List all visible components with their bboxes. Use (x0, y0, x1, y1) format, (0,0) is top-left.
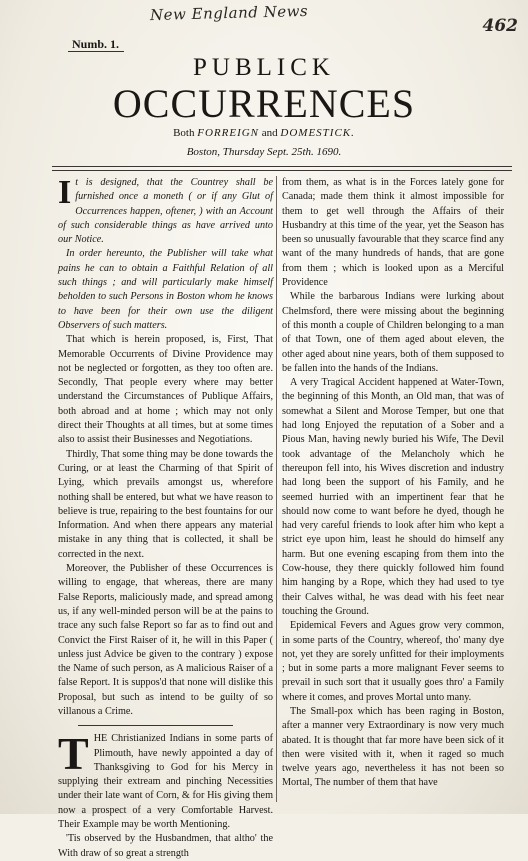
paragraph-order: In order hereunto, the Publisher will take what pains he can to obtain a Faithful Relation of all such things ; and will particularly make himself beholden to such Persons in Boston whom he knows to have been for their own use the diligent Observers of such matters. (58, 248, 273, 331)
dropcap-i: I (58, 174, 72, 211)
issue-number-underline (68, 51, 124, 52)
paragraph-fevers: Epidemical Fevers and Agues grow very common, in some parts of the Country, whereof, tho' many dye not, yet they are sorely unfitted for their imployments ; but in some parts a more malignant Fever seems to prevail in such sort that it usually goes thro' a Family where it comes, and proves Mortal unto many. (282, 620, 504, 703)
handwritten-page-number: 462 (482, 16, 518, 36)
top-rule-2 (52, 170, 512, 171)
dropcap-t: T (58, 728, 89, 780)
masthead-publick: PUBLICK (193, 54, 335, 81)
paragraph-moreover: Moreover, the Publisher of these Occurrences is willing to engage, that whereas, there are many False Reports, maliciously made, and spread among us, if any well-minded person will be at the pains to trace any such false Report so far as to find out and Convict the First Raiser of it, he will in this Paper ( unless just Advice be given to the contrary ) expose the Name of such person, as A malicious Raiser of a false Report. It is suppos'd that none will dislike this Proposal, but such as intend to be guilty of so villanous a Crime. (58, 563, 273, 717)
subline-foreign: FORREIGN (197, 127, 260, 139)
paragraph-design: t is designed, that the Countrey shall be furnished once a moneth ( or if any Glut of Occurrences happen, oftener, ) with an Account of such considerable things as have arrived unto our Notice. (58, 177, 273, 246)
dateline-text: Boston, Thursday Sept. 25th. 1690. (186, 146, 342, 158)
paragraph-thirdly: Thirdly, That some thing may be done towards the Curing, or at least the Charming of that Spirit of Lying, which prevails amongst us, wherefore nothing shall be entered, but what we have reason to believe is true, repairing to the best fountains for our Information. And when there appears any material mistake in any thing that is collected, it shall be corrected in the next. (58, 448, 273, 560)
masthead-occurrences: OCCURRENCES (112, 81, 416, 126)
paragraph-forces: from them, as what is in the Forces lately gone for Canada; made them think it almost impossible for them to get well through the Affairs of their Husbandry at this time of the year, yet the Season has been so unusually favourable that they scarce find any want of the many hundreds of hands, that are gone from them ; which is looked upon as a Merciful Providence (282, 177, 504, 289)
subline-both: Both (173, 127, 195, 139)
masthead-subline (0, 127, 528, 139)
section-separator (78, 725, 233, 726)
top-rule (52, 166, 512, 167)
left-column (58, 176, 273, 861)
intro-paragraph (58, 176, 273, 247)
issue-number: Numb. 1. (72, 37, 120, 51)
subline-and: and (261, 127, 278, 139)
thanksgiving-paragraph (58, 728, 273, 832)
paragraph-smallpox: The Small-pox which has been raging in Boston, after a manner very Extraordinary is now very much abated. It is thought that far more have been sick of it then were visited with it, when it raged so much twelve years ago, nevertheless it has not been so Mortal, The number of them that have (282, 705, 504, 789)
handwritten-title: New England News (149, 1, 309, 25)
paragraph-husbandmen: 'Tis observed by the Husbandmen, that altho' the With draw of so great a strength (58, 833, 273, 859)
paragraph-chelmsford: While the barbarous Indians were lurking about Chelmsford, there were missing about the beginning of this month a couple of Children belonging to a man of that Town, one of them aged about eleven, the other aged about nine years, both of them supposed to be fallen into the hands of the Indians. (282, 291, 504, 374)
dateline (0, 146, 528, 158)
paragraph-tragical-accident: A very Tragical Accident happened at Water-Town, the beginning of this Month, an Old man, that was of somewhat a Silent and Morose Temper, but one that had long Enjoyed the reputation of a Sober and a Pious Man, having newly buried his Wife, The Devil took advantage of the Melancholy which he thereupon fell into, his Wives discretion and industry had long been the support of his Family, and he seemed hurried with an impertinent fear that he should now come to want before he dyed, though he had very careful friends to look after him who kept a strict eye upon him, least he should do himself any harm. But one evening escaping from them into the Cow-house, they there quickly followed him found him hanging by a Rope, which they had used to tye their Calves withal, he was dead with his feet near touching the Ground. (282, 377, 504, 617)
paragraph-thanksgiving: HE Christianized Indians in some parts of Plimouth, have newly appointed a day of Thanksgiving to God for his Mercy in supplying their extream and pinching Necessities under their late want of Corn, & for His giving them now a prospect of a very Comfortable Harvest. Their Example may be worth Mentioning. (58, 733, 273, 831)
paragraph-purpose: That which is herein proposed, is, First, That Memorable Occurrents of Divine Providence may not be neglected or forgotten, as they too often are. Secondly, That people every where may better understand the Circumstances of Publique Affairs, both abroad and at home ; which may not only direct their Thoughts at all times, but at some times also to assist their Businesses and Negotiations. (58, 334, 273, 446)
right-column (282, 176, 504, 791)
subline-domestick: DOMESTICK. (280, 127, 355, 139)
column-divider (276, 176, 277, 802)
